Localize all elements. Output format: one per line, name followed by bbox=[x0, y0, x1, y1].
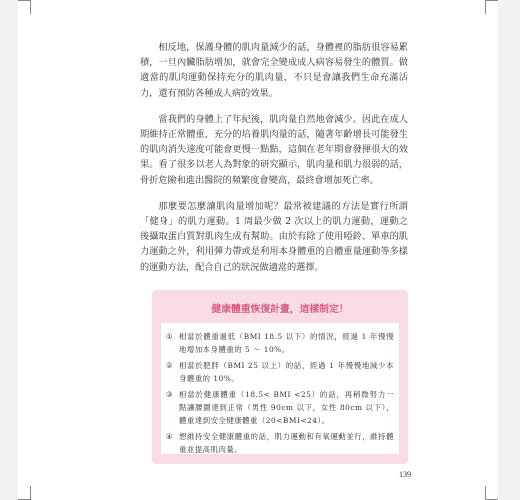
item-number: ② bbox=[166, 360, 173, 370]
list-item bbox=[166, 430, 394, 457]
health-plan-box bbox=[152, 290, 408, 464]
crop-mark bbox=[30, 0, 31, 14]
item-text: 相當於肥胖（BMI 25 以上）的話，經過 1 年慢慢地減少本身體重的 10%。 bbox=[179, 360, 394, 384]
crop-mark bbox=[486, 0, 498, 1]
box-title: 健康體重恢復計畫，這樣制定！ bbox=[211, 304, 349, 315]
paragraph-2: 當我們的身體上了年紀後，肌肉量自然地會減少。因此在成人期維持正常體重，充分的培養肌肉量的話，隨著年齡增長可能發生的肌肉消失速度可能會更慢一點點，這個在老年期會發揮很大的效果。看了很多以老人為對象的研究顯示，肌肉量和肌力很弱的話，骨折危險和進出醫院的頻繁度會變高，最終會增加死亡率。 bbox=[140, 113, 408, 186]
crop-mark bbox=[485, 0, 486, 14]
list-item bbox=[166, 330, 394, 357]
item-number: ③ bbox=[166, 389, 173, 399]
item-number: ① bbox=[166, 332, 173, 341]
item-text: 想維持安全健康體重的話，肌力運動和有氧運動並行，維持體重並提高肌肉量。 bbox=[179, 431, 394, 455]
paragraph-1: 相反地，保護身體的肌肉量減少的話，身體裡的脂肪很容易累積，一旦內臟脂肪增加，就會完全變成成人病容易發生的體質。做適當的肌肉運動保持充分的肌肉量，不只是會讓我們生命充滿活力，還有預防各種成人病的效果。 bbox=[140, 42, 408, 99]
page-number: 139 bbox=[399, 470, 411, 479]
book-page bbox=[18, 0, 498, 500]
crop-mark bbox=[30, 486, 31, 500]
crop-mark bbox=[18, 0, 30, 1]
item-number: ④ bbox=[166, 431, 173, 441]
crop-mark bbox=[485, 486, 486, 500]
item-text: 相當於健康體重（18.5< BMI <25）的話，再稍微努力一點讓腰圍達到正常（男性 90cm 以下，女性 80cm 以下），體重達到安全健康體重（20<BMI<24）。 bbox=[179, 389, 394, 426]
body-text bbox=[140, 40, 408, 286]
plan-list bbox=[166, 330, 394, 459]
list-item bbox=[166, 388, 394, 428]
box-content bbox=[161, 323, 399, 454]
paragraph-3: 那麼要怎麼讓肌肉量增加呢？最常被建議的方法是實行所謂「健身」的肌力運動。1 周最少做 2 次以上的肌力運動，運動之後攝取蛋白質對肌肉生成有幫助。由於有除了使用啞鈴、單車的肌力運動之外，利用彈力帶或是利用本身體重的自體重量運動等多樣的運動方法，配合自己的狀況做適當的選擇。 bbox=[140, 200, 408, 273]
item-text: 相當於體重過低（BMI 18.5 以下）的情況，經過 1 年慢慢地增加本身體重的 5 ～ 10%。 bbox=[179, 332, 394, 355]
list-item bbox=[166, 359, 394, 386]
